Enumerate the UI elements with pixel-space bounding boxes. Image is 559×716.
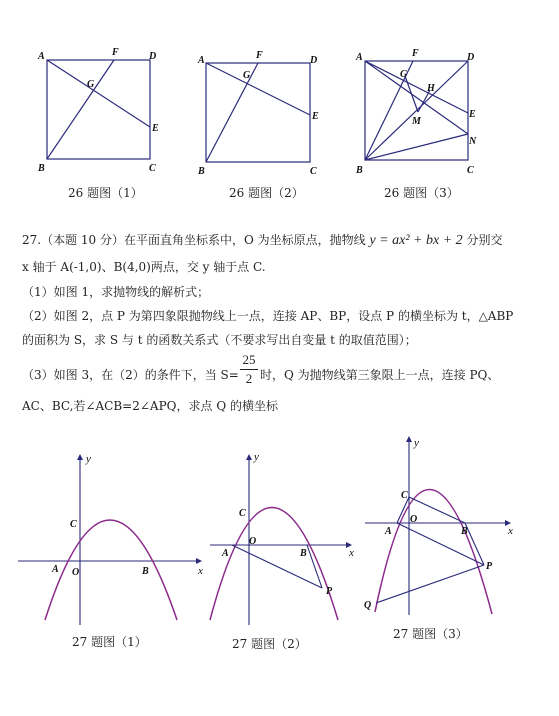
label-c-27-3: C	[401, 490, 408, 501]
segment-bp-3	[465, 523, 484, 565]
problem-27-part-3-cont: AC、BC,若∠ACB=2∠APQ，求点 Q 的横坐标	[22, 399, 278, 413]
label-d-2: D	[310, 55, 318, 66]
figure-26-3	[365, 61, 468, 160]
label-f-2: F	[256, 50, 263, 61]
label-a: A	[38, 51, 45, 62]
figure-27-2	[210, 454, 352, 625]
axis-y-label-2: y	[254, 451, 259, 463]
fraction-numerator: 25	[242, 352, 256, 367]
segment-ae-2	[206, 63, 310, 115]
label-o-27-1: O	[72, 567, 80, 578]
segment-ap-2	[232, 545, 322, 588]
parabola-2	[210, 508, 338, 621]
problem-27-part-3-start: （3）如图 3，在（2）的条件下，当 S=	[22, 368, 239, 382]
label-g: G	[87, 79, 95, 90]
problem-27-part-3	[22, 368, 239, 382]
axis-y-label-3: y	[414, 437, 419, 449]
label-f-3: F	[412, 48, 419, 59]
y-arrow-1	[77, 454, 83, 460]
segment-ae	[47, 60, 150, 127]
label-e: E	[152, 123, 159, 134]
segment-fb	[47, 60, 114, 159]
problem-27-line-2: x 轴于 A(-1,0)、B(4,0)两点，交 y 轴于点 C.	[22, 260, 266, 274]
label-b-27-2: B	[300, 548, 307, 559]
label-a-3: A	[356, 52, 363, 63]
label-g-3: G	[400, 69, 408, 80]
figure-27-1	[18, 454, 202, 625]
label-e-3: E	[469, 109, 476, 120]
label-b-27-3: B	[461, 526, 468, 537]
label-d-3: D	[467, 52, 475, 63]
segment-ae-3	[365, 61, 468, 113]
label-c-3: C	[467, 165, 474, 176]
problem-27-part-2: （2）如图 2，点 P 为第四象限抛物线上一点，连接 AP、BP，设点 P 的横坐标为 t，△ABP	[22, 309, 514, 323]
caption-27-1: 27 题图（1）	[72, 635, 147, 649]
label-o-27-3: O	[410, 514, 418, 525]
segment-ap-3	[397, 523, 484, 565]
label-n-3: N	[469, 136, 477, 147]
label-c-27-2: C	[239, 508, 246, 519]
label-p-27-3: P	[486, 561, 493, 572]
figure-26-1	[47, 60, 150, 159]
label-c-27-1: C	[70, 519, 77, 530]
square-abcd-2	[206, 63, 310, 162]
caption-26-2: 26 题图（2）	[229, 186, 304, 200]
label-b-2: B	[198, 166, 205, 177]
square-abcd	[47, 60, 150, 159]
label-e-2: E	[312, 111, 319, 122]
label-b-27-1: B	[142, 566, 149, 577]
label-c: C	[149, 163, 156, 174]
label-a-27-1: A	[52, 564, 59, 575]
caption-26-3: 26 题图（3）	[384, 186, 459, 200]
figure-26-2	[206, 63, 310, 162]
label-m-3: M	[412, 116, 421, 127]
segment-bn-3	[365, 134, 468, 160]
label-q-27-3: Q	[364, 600, 372, 611]
fraction-bar	[240, 369, 258, 370]
y-arrow-2	[246, 454, 252, 460]
label-a-27-2: A	[222, 548, 229, 559]
problem-27-part-2-cont: 的面积为 S，求 S 与 t 的函数关系式（不要求写出自变量 t 的取值范围）；	[22, 333, 417, 347]
problem-27-part-1: （1）如图 1，求抛物线的解析式；	[22, 285, 210, 299]
parabola-1	[45, 520, 177, 620]
axis-x-label-2: x	[349, 547, 354, 559]
label-c-2: C	[310, 166, 317, 177]
label-g-2: G	[243, 70, 251, 81]
fraction-denominator: 2	[245, 371, 253, 386]
label-d: D	[149, 51, 157, 62]
label-a-2: A	[198, 55, 205, 66]
fraction-25-over-2	[240, 352, 258, 387]
caption-26-1: 26 题图（1）	[68, 186, 143, 200]
problem-27-intro-end: 分别交	[466, 233, 503, 247]
problem-27-line-1	[22, 233, 503, 248]
label-h-3: H	[427, 83, 435, 94]
x-arrow-1	[196, 558, 202, 564]
label-b: B	[38, 163, 45, 174]
segment-pq-3	[376, 565, 484, 603]
label-f: F	[112, 47, 119, 58]
label-o-27-2: O	[249, 536, 257, 547]
label-p-27-2: P	[326, 586, 333, 597]
segment-bc-3	[409, 497, 465, 523]
segment-gm-3	[405, 76, 418, 112]
caption-27-3: 27 题图（3）	[393, 627, 468, 641]
segment-bd-3	[365, 61, 468, 160]
problem-27-intro: 27.（本题 10 分）在平面直角坐标系中，O 为坐标原点，抛物线	[22, 233, 366, 247]
label-b-3: B	[356, 165, 363, 176]
axis-x-label-1: x	[198, 565, 203, 577]
caption-27-2: 27 题图（2）	[232, 637, 307, 651]
label-a-27-3: A	[385, 526, 392, 537]
axis-x-label-3: x	[508, 525, 513, 537]
problem-27-part-3-end: 时，Q 为抛物线第三象限上一点，连接 PQ、	[260, 368, 500, 382]
y-arrow-3	[406, 436, 412, 442]
problem-27-formula: y = ax² + bx + 2	[369, 233, 463, 248]
axis-y-label-1: y	[86, 453, 91, 465]
